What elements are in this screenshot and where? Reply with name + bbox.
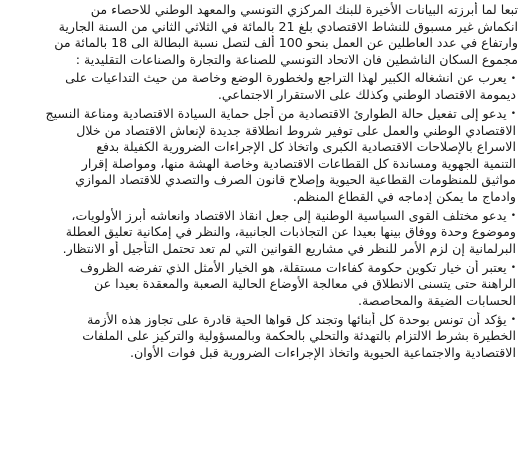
paragraph-line: وادماج ما يمكن إدماجه في القطاع المنظم. (292, 188, 516, 204)
paragraph-political (6, 208, 518, 258)
intro-paragraph (6, 2, 518, 68)
paragraph-emergency (6, 106, 518, 206)
paragraph-line: الاسراع بالإصلاحات الاقتصادية الكبرى واتخاذ كل الإجراءات الضرورية الكفيلة بدفع (96, 139, 516, 155)
paragraph-government (6, 260, 518, 310)
document-body (6, 2, 518, 361)
paragraph-unity (6, 312, 518, 362)
paragraph-line: مواثيق للمنظومات القطاعية الحيوية وإصلاح قانون الصرف والتصدي للاقتصاد الموازي (75, 172, 516, 188)
intro-line: تبعا لما أبرزته البيانات الأخيرة للبنك المركزي التونسي والمعهد الوطني للاحصاء من (90, 2, 518, 17)
bullet-icon: • (510, 314, 516, 325)
paragraph-line: وموضوع وحدة ووفاق بينها بعيدا عن التجاذبات الجانبية، والنظر في إمكانية تعليق العطلة (65, 224, 516, 240)
paragraph-line: الراهنة حتى يتسنى الانطلاق في معالجة الأوضاع الحالية الصعبة والمعقدة بعيدا عن (94, 276, 516, 292)
paragraph-line: •يعتبر أن خيار تكوين حكومة كفاءات مستقلة، هو الخيار الأمثل الذي تفرضه الظروف (79, 259, 516, 275)
paragraph-line: الخطيرة بشرط الالتزام بالتهدئة والتحلي بالحكمة وبالمسؤولية والتركيز على الملفات (82, 328, 516, 344)
paragraph-line: •يؤكد أن تونس بوحدة كل أبنائها وتجند كل قواها الحية قادرة على تجاوز هذه الأزمة (87, 311, 516, 327)
bullet-icon: • (510, 262, 516, 273)
paragraph-line: الاقتصادية والاجتماعية الحيوية واتخاذ الإجراءات الضرورية قبل فوات الأوان. (130, 344, 516, 360)
paragraph-line: •يدعو مختلف القوى السياسية الوطنية إلى جعل انقاذ الاقتصاد وانعاشه أبرز الأولويات، (71, 207, 516, 223)
intro-line: انكماش غير مسبوق للنشاط الاقتصادي بلغ 21 بالمائة في الثلاثي الثاني من السنة الجارية (58, 18, 518, 34)
intro-line: مجموع السكان الناشطين فان الاتحاد التونسي للصناعة والتجارة والصناعات التقليدية : (75, 51, 518, 67)
paragraph-line: •يدعو إلى تفعيل حالة الطوارئ الاقتصادية من أجل حماية السيادة الاقتصادية ومناعة النسيج (45, 105, 516, 121)
intro-line: وارتفاع في عدد العاطلين عن العمل بنحو 100 ألف لتصل نسبة البطالة الى 18 بالمائة من (54, 35, 518, 51)
paragraph-line: الحسابات الضيقة والمحاصصة. (358, 292, 516, 308)
bullet-icon: • (510, 108, 516, 119)
paragraph-line: •يعرب عن انشغاله الكبير لهذا التراجع ولخطورة الوضع وخاصة من حيث التداعيات على (65, 70, 516, 86)
paragraph-line: التنمية الجهوية ومساندة كل القطاعات الاقتصادية وخاصة الهشة منها، ومواصلة إقرار (81, 155, 516, 171)
paragraph-line: البرلمانية إن لزم الأمر للنظر في مشاريع القوانين التي لم تعد تحتمل التأجيل أو الانتظار. (62, 240, 516, 256)
bullet-icon: • (510, 73, 516, 84)
paragraph-line: ديمومة الاقتصاد الوطني وكذلك على الاستقرار الاجتماعي. (217, 87, 516, 103)
paragraph-line: الاقتصادي الوطني والعمل على توفير شروط انطلاقة جديدة لإنعاش الاقتصاد من خلال (76, 122, 516, 138)
paragraph-concern (6, 70, 518, 103)
bullet-icon: • (510, 210, 516, 221)
